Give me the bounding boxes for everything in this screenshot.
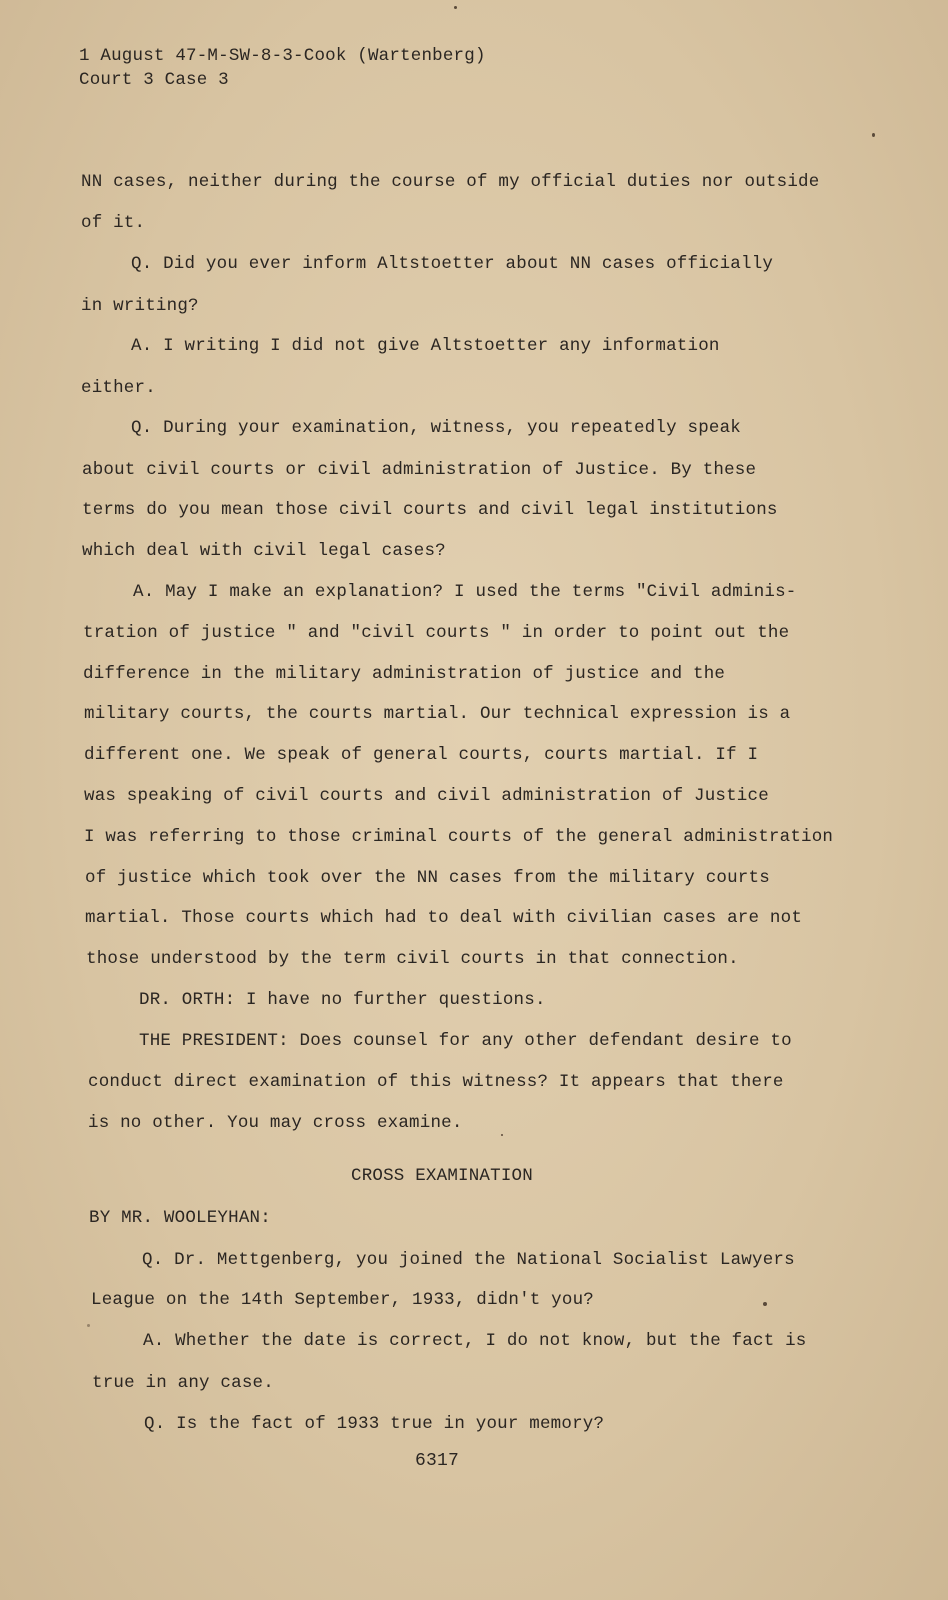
text-line: DR. ORTH: I have no further questions. [139, 990, 546, 1010]
text-line: Q. During your examination, witness, you repeatedly speak [131, 418, 741, 438]
text-line: difference in the military administration of justice and the [83, 664, 726, 684]
text-line: different one. We speak of general courts, courts martial. If I [84, 745, 759, 765]
paper-speck [501, 1134, 503, 1136]
text-line: is no other. You may cross examine. [88, 1113, 463, 1133]
text-line: terms do you mean those civil courts and civil legal institutions [82, 500, 778, 520]
text-line: A. I writing I did not give Altstoetter any information [131, 336, 720, 356]
text-line: which deal with civil legal cases? [82, 541, 446, 561]
text-line: true in any case. [92, 1373, 274, 1393]
text-line: Q. Is the fact of 1933 true in your memory? [144, 1414, 605, 1434]
section-heading: CROSS EXAMINATION [351, 1166, 533, 1186]
paper-speck [763, 1302, 767, 1306]
text-line: military courts, the courts martial. Our technical expression is a [84, 704, 791, 724]
text-line: about civil courts or civil administration of Justice. By these [82, 460, 757, 480]
text-line: of it. [81, 213, 146, 233]
text-line: in writing? [81, 296, 199, 316]
paper-speck [454, 6, 457, 9]
text-line: I was referring to those criminal courts of the general administration [84, 827, 834, 847]
text-line: BY MR. WOOLEYHAN: [89, 1208, 271, 1228]
text-line: Q. Dr. Mettgenberg, you joined the National Socialist Lawyers [142, 1250, 795, 1270]
header-line-1: 1 August 47-M-SW-8-3-Cook (Wartenberg) [79, 46, 486, 66]
text-line: those understood by the term civil courts in that connection. [86, 949, 739, 969]
text-line: was speaking of civil courts and civil administration of Justice [84, 786, 769, 806]
text-line: A. May I make an explanation? I used the terms "Civil adminis- [133, 582, 797, 602]
text-line: either. [81, 378, 156, 398]
text-line: A. Whether the date is correct, I do not know, but the fact is [143, 1331, 807, 1351]
paper-speck [87, 1324, 90, 1327]
text-line: League on the 14th September, 1933, didn't you? [91, 1290, 594, 1310]
text-line: conduct direct examination of this witness? It appears that there [88, 1072, 784, 1092]
paper-speck [872, 133, 875, 137]
header-line-2: Court 3 Case 3 [79, 70, 229, 90]
text-line: THE PRESIDENT: Does counsel for any other defendant desire to [139, 1031, 792, 1051]
text-line: martial. Those courts which had to deal with civilian cases are not [85, 908, 803, 928]
text-line: tration of justice " and "civil courts " in order to point out the [83, 623, 790, 643]
text-line: NN cases, neither during the course of my official duties nor outside [81, 172, 820, 192]
text-line: of justice which took over the NN cases from the military courts [85, 868, 770, 888]
text-line: Q. Did you ever inform Altstoetter about NN cases officially [131, 254, 774, 274]
page-number: 6317 [415, 1451, 460, 1471]
